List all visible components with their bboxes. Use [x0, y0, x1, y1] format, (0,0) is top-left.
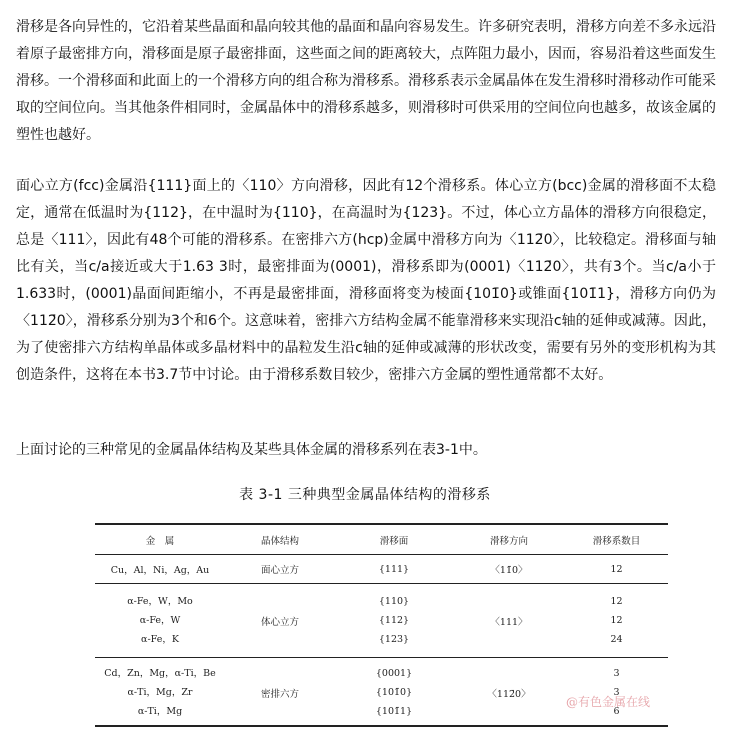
- hcp-counts-cell: [565, 658, 668, 727]
- bcc-metal-line: α-Fe，W: [139, 615, 181, 626]
- table-row-bcc: [95, 584, 668, 658]
- bcc-metal-line: α-Fe，K: [141, 634, 179, 645]
- header-slip-count: 滑移系数目: [565, 524, 668, 555]
- hcp-metal-line: Cd，Zn，Mg，α-Ti，Be: [104, 668, 216, 679]
- bcc-counts-cell: [565, 584, 668, 658]
- hcp-plane: {101̄0}: [375, 687, 413, 698]
- bcc-metal-line: α-Fe，W，Mo: [127, 596, 193, 607]
- hcp-count: 3: [613, 687, 620, 698]
- hcp-metal-line: α-Ti，Mg，Zr: [127, 687, 193, 698]
- hcp-metals-cell: [95, 658, 225, 727]
- bcc-planes-cell: [335, 584, 453, 658]
- paragraph-slip-anisotropy: 滑移是各向异性的，它沿着某些晶面和晶向较其他的晶面和晶向容易发生。许多研究表明，滑移方向差不多永远沿着原子最密排方向，滑移面是原子最密排面，这些面之间的距离较大，点阵阻力最小，因而，容易沿着这些面发生滑移。一个滑移面和此面上的一个滑移方向的组合称为滑移系。滑移系表示金属晶体在发生滑移时滑移动作可能采取的空间位向。当其他条件相同时，金属晶体中的滑移系越多，则滑移时可供采用的空间位向也越多，故该金属的塑性也越好。: [16, 19, 716, 143]
- table-header-row: [95, 524, 668, 555]
- paragraph-slip-systems-by-structure: 面心立方(fcc)金属沿{111}面上的〈110〉方向滑移，因此有12个滑移系。体心立方(bcc)金属的滑移面不太稳定，通常在低温时为{112}，在中温时为{110}，在高温时为{123}。不过，体心立方晶体的滑移方向很稳定，总是〈111〉，因此有48个可能的滑移系。在密排六方(hcp)金属中滑移方向为〈112̄0〉，比较稳定。滑移面与轴比有关，当c/a接近或大于1.63 3时，最密排面为(0001)，滑移系即为(0001)〈112̄0〉，共有3个。当c/a小于1.633时，(0001)晶面间距缩小，不再是最密排面，滑移面将变为棱面{101̄0}或锥面{101̄1}，滑移方向仍为〈112̄0〉，滑移系分别为3个和6个。这意味着，密排六方结构金属不能靠滑移来实现沿c轴的延伸或减薄。因此，为了使密排六方结构单晶体或多晶材料中的晶粒发生沿c轴的延伸或减薄的形状改变，需要有另外的变形机构为其创造条件，这将在本书3.7节中讨论。由于滑移系数目较少，密排六方金属的塑性通常都不太好。: [16, 178, 716, 383]
- table-row-fcc: [95, 555, 668, 584]
- bcc-plane: {112}: [378, 615, 410, 626]
- fcc-plane: {111}: [335, 555, 453, 584]
- bcc-structure: 体心立方: [225, 584, 335, 658]
- table-caption: 表 3-1 三种典型金属晶体结构的滑移系: [239, 487, 491, 503]
- hcp-structure: 密排六方: [225, 658, 335, 727]
- bcc-count: 12: [610, 615, 623, 626]
- fcc-count: 12: [565, 555, 668, 584]
- watermark: @有色金属在线: [566, 695, 651, 709]
- hcp-metal-line: α-Ti，Mg: [137, 706, 183, 717]
- hcp-count: 6: [613, 706, 620, 717]
- hcp-direction: 〈112̄0〉: [453, 658, 565, 727]
- hcp-count: 3: [613, 668, 620, 679]
- bcc-count: 12: [610, 596, 623, 607]
- fcc-metals: Cu，Al，Ni，Ag，Au: [95, 555, 225, 584]
- bcc-metals-cell: [95, 584, 225, 658]
- fcc-direction: 〈11̄0〉: [453, 555, 565, 584]
- header-metal: 金 属: [95, 524, 225, 555]
- bcc-direction: 〈111〉: [453, 584, 565, 658]
- header-slip-plane: 滑移面: [335, 524, 453, 555]
- table-row-hcp: [95, 658, 668, 727]
- header-slip-direction: 滑移方向: [453, 524, 565, 555]
- bcc-count: 24: [610, 634, 623, 645]
- bcc-plane: {110}: [378, 596, 410, 607]
- header-structure: 晶体结构: [225, 524, 335, 555]
- paragraph-table-intro: 上面讨论的三种常见的金属晶体结构及某些具体金属的滑移系列在表3-1中。: [16, 442, 487, 458]
- bcc-plane: {123}: [378, 634, 410, 645]
- hcp-planes-cell: [335, 658, 453, 727]
- hcp-plane: {101̄1}: [375, 706, 413, 717]
- hcp-plane: {0001}: [375, 668, 413, 679]
- fcc-structure: 面心立方: [225, 555, 335, 584]
